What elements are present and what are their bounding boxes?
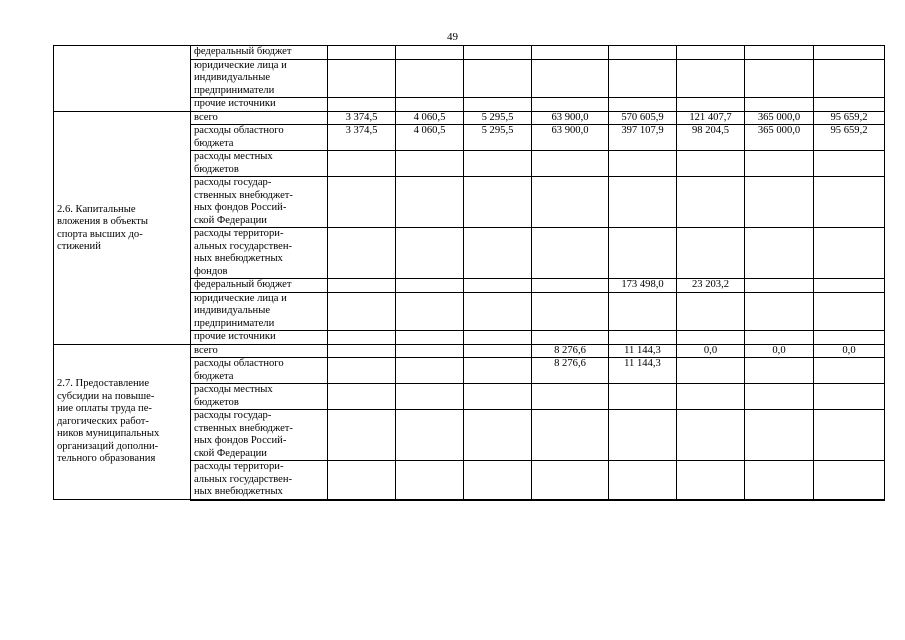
value-cell [464,331,532,345]
value-cell [814,358,885,384]
value-cell [609,228,677,279]
value-cell [328,279,396,293]
value-cell [745,177,814,228]
value-cell: 365 000,0 [745,111,814,125]
value-cell [464,46,532,60]
value-cell [532,384,609,410]
value-cell [328,151,396,177]
value-cell [745,384,814,410]
row-label: расходы государ- ственных внебюджет- ных фондов Россий- ской Федерации [191,410,328,461]
value-cell [814,461,885,500]
value-cell [464,384,532,410]
value-cell [814,410,885,461]
value-cell [745,331,814,345]
value-cell [532,461,609,500]
value-cell [677,98,745,112]
value-cell [396,384,464,410]
value-cell [609,292,677,331]
value-cell [745,46,814,60]
value-cell [609,177,677,228]
value-cell [328,59,396,98]
value-cell [609,410,677,461]
value-cell [745,279,814,293]
value-cell [464,177,532,228]
table-row [54,111,885,125]
value-cell [814,59,885,98]
value-cell [814,228,885,279]
value-cell: 11 144,3 [609,358,677,384]
value-cell [532,292,609,331]
value-cell [532,410,609,461]
value-cell: 5 295,5 [464,111,532,125]
value-cell [532,151,609,177]
value-cell [328,461,396,500]
value-cell [677,46,745,60]
value-cell [328,228,396,279]
value-cell: 0,0 [745,344,814,358]
value-cell [745,151,814,177]
value-cell [396,228,464,279]
value-cell [532,228,609,279]
value-cell [396,59,464,98]
value-cell: 3 374,5 [328,125,396,151]
row-label: прочие источники [191,331,328,345]
row-label: юридические лица и индивидуальные предприниматели [191,59,328,98]
table-row [54,344,885,358]
value-cell [464,292,532,331]
value-cell [396,358,464,384]
value-cell [464,151,532,177]
section-title: 2.6. Капитальные вложения в объекты спорта высших до- стижений [54,111,191,344]
value-cell [609,331,677,345]
value-cell: 11 144,3 [609,344,677,358]
value-cell [396,46,464,60]
value-cell: 0,0 [814,344,885,358]
value-cell [464,98,532,112]
value-cell [609,461,677,500]
value-cell [464,59,532,98]
value-cell [328,410,396,461]
value-cell: 8 276,6 [532,344,609,358]
value-cell [328,384,396,410]
value-cell [328,331,396,345]
value-cell [677,461,745,500]
value-cell: 0,0 [677,344,745,358]
row-label: расходы государ- ственных внебюджет- ных фондов Россий- ской Федерации [191,177,328,228]
value-cell [464,228,532,279]
value-cell [464,344,532,358]
value-cell: 8 276,6 [532,358,609,384]
section-title: 2.7. Предоставление субсидии на повыше- ние оплаты труда пе- дагогических работ- ников муниципальных организаций дополни- тельного образования [54,344,191,500]
value-cell [609,59,677,98]
value-cell [677,384,745,410]
value-cell [532,331,609,345]
value-cell [677,151,745,177]
value-cell [396,331,464,345]
row-label: расходы областного бюджета [191,125,328,151]
value-cell: 23 203,2 [677,279,745,293]
value-cell [328,344,396,358]
value-cell [677,410,745,461]
value-cell [814,46,885,60]
value-cell [677,59,745,98]
row-label: расходы местных бюджетов [191,151,328,177]
value-cell [328,177,396,228]
value-cell: 4 060,5 [396,111,464,125]
page-number: 49 [447,31,458,43]
value-cell: 365 000,0 [745,125,814,151]
value-cell [532,59,609,98]
row-label: всего [191,111,328,125]
value-cell [745,98,814,112]
funding-table [53,45,885,501]
row-label: федеральный бюджет [191,279,328,293]
value-cell: 3 374,5 [328,111,396,125]
value-cell [609,384,677,410]
value-cell [464,279,532,293]
value-cell [814,331,885,345]
row-label: расходы областного бюджета [191,358,328,384]
value-cell [396,151,464,177]
row-label: прочие источники [191,98,328,112]
row-label: федеральный бюджет [191,46,328,60]
value-cell [745,358,814,384]
value-cell [677,228,745,279]
value-cell [396,292,464,331]
value-cell [396,177,464,228]
value-cell [814,177,885,228]
value-cell [532,46,609,60]
value-cell: 4 060,5 [396,125,464,151]
value-cell [396,410,464,461]
value-cell [814,292,885,331]
value-cell [745,410,814,461]
value-cell: 121 407,7 [677,111,745,125]
value-cell [745,228,814,279]
value-cell [745,461,814,500]
value-cell [328,98,396,112]
value-cell [328,358,396,384]
value-cell [464,461,532,500]
value-cell [677,358,745,384]
row-label: всего [191,344,328,358]
value-cell [745,59,814,98]
value-cell: 570 605,9 [609,111,677,125]
value-cell: 397 107,9 [609,125,677,151]
value-cell [396,279,464,293]
section-title [54,46,191,112]
value-cell [609,151,677,177]
value-cell: 95 659,2 [814,111,885,125]
value-cell [464,410,532,461]
row-label: расходы территори- альных государствен- ных внебюджетных [191,461,328,500]
row-label: расходы территори- альных государствен- ных внебюджетных фондов [191,228,328,279]
value-cell [532,98,609,112]
value-cell [609,98,677,112]
value-cell [677,331,745,345]
value-cell: 98 204,5 [677,125,745,151]
value-cell: 63 900,0 [532,111,609,125]
value-cell [677,292,745,331]
value-cell [814,151,885,177]
value-cell [328,46,396,60]
row-label: расходы местных бюджетов [191,384,328,410]
value-cell [396,461,464,500]
value-cell [464,358,532,384]
value-cell [396,344,464,358]
value-cell [677,177,745,228]
table-row [54,46,885,60]
value-cell [814,98,885,112]
value-cell [814,279,885,293]
value-cell [745,292,814,331]
value-cell: 63 900,0 [532,125,609,151]
value-cell: 95 659,2 [814,125,885,151]
value-cell [532,177,609,228]
value-cell [396,98,464,112]
value-cell [814,384,885,410]
value-cell [532,279,609,293]
value-cell: 5 295,5 [464,125,532,151]
value-cell: 173 498,0 [609,279,677,293]
row-label: юридические лица и индивидуальные предприниматели [191,292,328,331]
value-cell [609,46,677,60]
value-cell [328,292,396,331]
